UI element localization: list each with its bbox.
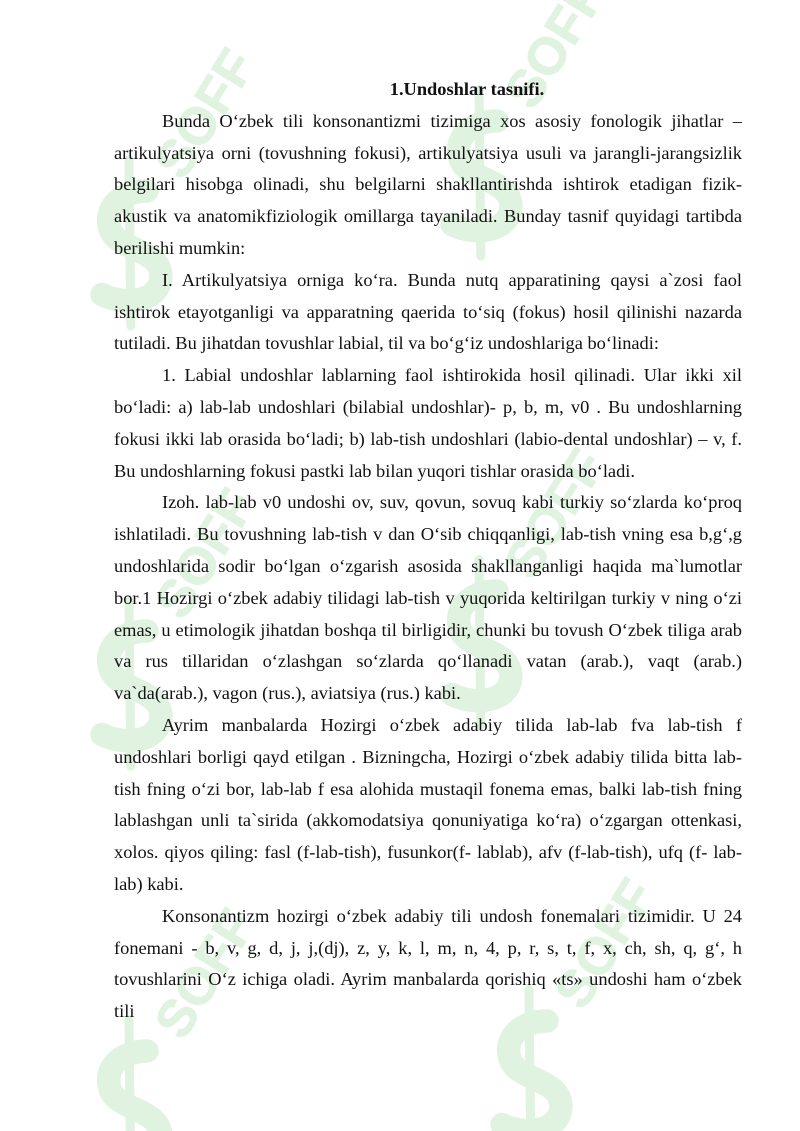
paragraph: Ayrim manbalarda Hozirgi o‘zbek adabiy tilida lab-lab fva lab-tish f undoshlari borligi qayd etilgan . Bizningcha, Hozirgi o‘zbek adabiy tilida bitta lab-tish fning o‘zi bor, lab-lab f esa alohida mustaqil fonema emas, balki lab-tish fning lablashgan unli ta`sirida (akkomodatsiya qonuniyatiga ko‘ra) o‘zgargan ottenkasi, xolos. qiyos qiling: fasl (f-lab-tish), fusunkor(f- lablab), afv (f-lab-tish), ufq (f- lab-lab) kabi. xyxy=(114,714,742,894)
paragraph: Bunda O‘zbek tili konsonantizmi tizimiga xos asosiy fonologik jihatlar – artikulyatsiya orni (tovushning fokusi), artikulyatsiya usuli va jarangli-jarangsizlik belgilari hisobga olinadi, shu belgilarni shakllantirishda ishtirok etadigan fizik-akustik va anatomikfiziologik omillarga tayaniladi. Bunday tasnif quyidagi tartibda berilishi mumkin: xyxy=(114,110,742,258)
paragraph: Izoh. lab-lab v0 undoshi ov, suv, qovun, sovuq kabi turkiy so‘zlarda ko‘proq ishlatiladi. Bu tovushning lab-tish v dan O‘sib chiqqanligi, lab-tish vning esa b,g‘,g undoshlarida sodir bo‘lgan o‘zgarish asosida shakllanganligi haqida ma`lumotlar bor.1 Hozirgi o‘zbek adabiy tilidagi lab-tish v yuqorida keltirilgan turkiy v ning o‘zi emas, u etimologik jihatdan boshqa til birligidir, chunki bu tovush O‘zbek tiliga arab va rus tillaridan o‘zlashgan so‘zlarda qo‘llanadi vatan (arab.), vaqt (arab.) va`da(arab.), vagon (rus.), aviatsiya (rus.) kabi. xyxy=(114,492,742,704)
paragraph: 1. Labial undoshlar lablarning faol ishtirokida hosil qilinadi. Ular ikki xil bo‘ladi: a) lab-lab undoshlari (bilabial undoshlar)- p, b, m, v0 . Bu undoshlarning fokusi ikki lab orasida bo‘ladi; b) lab-tish undoshlari (labio-dental undoshlar) – v, f. Bu undoshlarning fokusi pastki lab bilan yuqori tishlar orasida bo‘ladi. xyxy=(114,365,742,481)
section-title: 1.Undoshlar tasnifi. xyxy=(389,79,545,99)
paragraph: I. Artikulyatsiya orniga ko‘ra. Bunda nutq apparatining qaysi a`zosi faol ishtirok etayotganligi va apparatning qaerida to‘siq (fokus) hosil qilinishi nazarda tutiladi. Bu jihatdan tovushlar labial, til va bo‘g‘iz undoshlariga bo‘linadi: xyxy=(114,269,742,354)
paragraph: Konsonantizm hozirgi o‘zbek adabiy tili undosh fonemalari tizimidir. U 24 fonemani - b, v, g, d, j, j,(dj), z, y, k, l, m, n, 4, p, r, s, t, f, x, ch, sh, q, g‘, h tovushlarini O‘z ichiga oladi. Ayrim manbalarda qorishiq «ts» undoshi ham o‘zbek tili xyxy=(114,905,742,1022)
